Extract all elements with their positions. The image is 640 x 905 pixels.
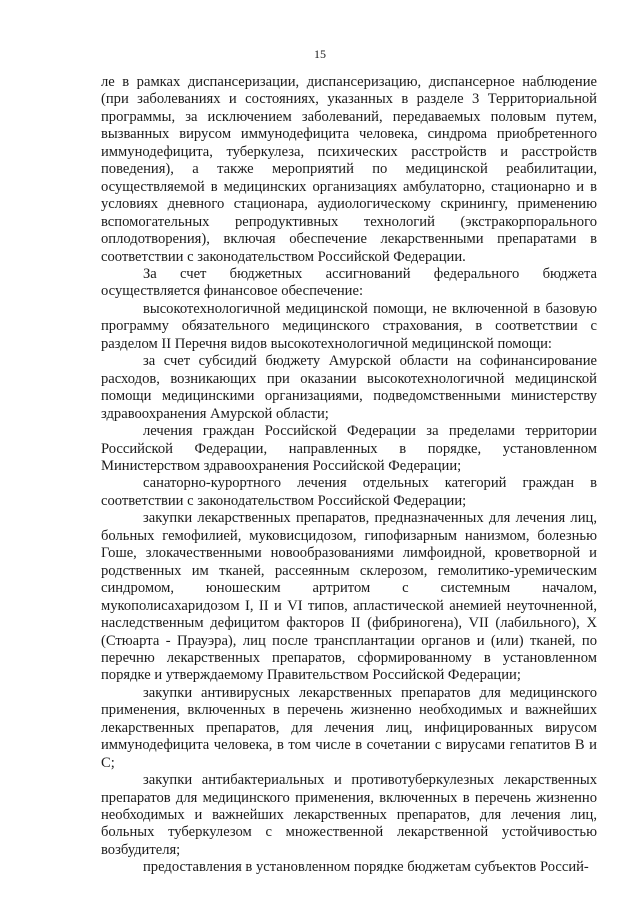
paragraph-antiviral-procurement: закупки антивирусных лекарственных препаратов для медицинского применения, включенных в перечень жизненно необходимых и важнейших лекарственных препаратов, для лечения лиц, инфицированных вирусом иммунодефицита человека, в том числе в сочетании с вирусами гепатитов B и C; <box>101 684 597 771</box>
paragraph-budget-transfers: предоставления в установленном порядке бюджетам субъектов Россий- <box>143 859 589 876</box>
page-number: 15 <box>314 47 326 61</box>
paragraph-federal-budget-intro: За счет бюджетных ассигнований федерального бюджета осуществляется финансовое обеспечение: <box>101 265 597 300</box>
paragraph-continuation: ле в рамках диспансеризации, диспансеризацию, диспансерное наблюдение (при заболеваниях и состояниях, указанных в разделе 3 Территориальной программы, за исключением заболеваний, передаваемых половым путем, вызванных вирусом иммунодефицита человека, синдрома приобретенного иммунодефицита, туберкулеза, психических расстройств и расстройств поведения), а также мероприятий по медицинской реабилитации, осуществляемой в медицинских организациях амбулаторно, стационарно и в условиях дневного стационара, аудиологическому скринингу, применению вспомогательных репродуктивных технологий (экстракорпорального оплодотворения), включая обеспечение лекарственными препаратами в соответствии с законодательством Российской Федерации. <box>101 74 597 265</box>
document-body <box>101 74 597 877</box>
paragraph-treatment-abroad: лечения граждан Российской Федерации за пределами территории Российской Федерации, направленных в порядке, установленном Министерством здравоохранения Российской Федерации; <box>101 423 597 474</box>
paragraph-subsidies-amur: за счет субсидий бюджету Амурской области на софинансирование расходов, возникающих при оказании высокотехнологичной медицинской помощи медицинскими организациями, подведомственными министерству здравоохранения Амурской области; <box>101 353 597 422</box>
paragraph-drug-procurement: закупки лекарственных препаратов, предназначенных для лечения лиц, больных гемофилией, муковисцидозом, гипофизарным нанизмом, болезнью Гоше, злокачественными новообразованиями лимфоидной, кроветворной и родственных им тканей, рассеянным склерозом, гемолитико-уремическим синдромом, юношеским артритом с системным началом, мукополисахаридозом I, II и VI типов, апластической анемией неуточненной, наследственным дефицитом факторов II (фибриногена), VII (лабильного), X (Стюарта - Прауэра), лиц после трансплантации органов и (или) тканей, по перечню лекарственных препаратов, сформированному в установленном порядке и утверждаемому Правительством Российской Федерации; <box>101 510 597 684</box>
paragraph-antibacterial-procurement: закупки антибактериальных и противотуберкулезных лекарственных препаратов для медицинского применения, включенных в перечень жизненно необходимых и важнейших лекарственных препаратов, для лечения лиц, больных туберкулезом с множественной лекарственной устойчивостью возбудителя; <box>101 772 597 858</box>
paragraph-high-tech-care: высокотехнологичной медицинской помощи, не включенной в базовую программу обязательного медицинского страхования, в соответствии с разделом II Перечня видов высокотехнологичной медицинской помощи: <box>101 300 597 352</box>
paragraph-sanatorium: санаторно-курортного лечения отдельных категорий граждан в соответствии с законодательством Российской Федерации; <box>101 475 597 509</box>
